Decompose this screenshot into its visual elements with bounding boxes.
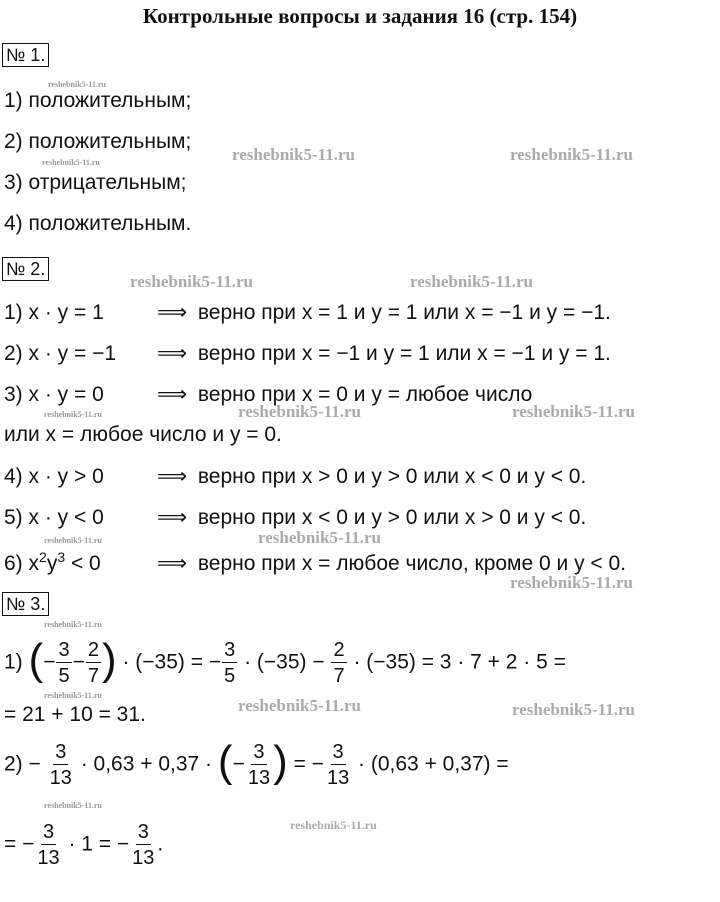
implies-arrow: ⟹ [156,301,188,324]
watermark: reshebnik5-11.ru [42,158,100,167]
eq-number: 2) − [4,752,41,776]
watermark: reshebnik5-11.ru [238,402,361,421]
numerator: 3 [55,741,67,763]
s1-item-4: 4) положительным. [4,212,192,235]
eq-text: · (−35) = − [122,650,222,674]
denominator: 13 [37,847,60,869]
exponent: 2 [39,549,47,565]
numerator: 3 [137,821,149,843]
section-1-label: № 1. [2,43,49,67]
watermark: reshebnik5-11.ru [44,801,102,810]
fraction [86,640,101,686]
fraction [35,822,61,868]
eq-number: 1) [4,650,23,674]
s2-row-3-continued: или x = любое число и y = 0. [4,423,282,446]
watermark: reshebnik5-11.ru [512,402,635,421]
numerator: 3 [58,639,70,661]
minus-sign: − [72,650,85,674]
fraction [246,742,272,788]
s2-row-4 [4,464,586,490]
s2-row-2-rhs: верно при x = −1 и y = 1 или x = −1 и y = 1. [197,342,611,365]
section-3-label: № 3. [2,592,49,616]
watermark: reshebnik5-11.ru [44,410,102,419]
watermark: reshebnik5-11.ru [512,700,635,719]
s2-row-5-rhs: верно при x < 0 и y > 0 или x > 0 и y < 0. [197,506,587,529]
s3-eq1-line1 [4,635,566,687]
watermark: reshebnik5-11.ru [238,696,361,715]
watermark: reshebnik5-11.ru [44,691,102,700]
eq-text: = − [4,832,35,856]
implies-arrow: ⟹ [156,465,188,488]
s3-eq2-line1 [4,737,509,789]
s2-row-4-lhs: 4) x · y > 0 [4,465,104,488]
paren-open: ( [217,737,233,786]
denominator: 5 [224,665,236,687]
s1-item-1: 1) положительным; [4,89,192,112]
fraction [222,640,237,686]
s2-row-1-lhs: 1) x · y = 1 [4,301,104,324]
paren-open: ( [28,635,44,684]
denominator: 5 [58,665,70,687]
denominator: 13 [132,847,155,869]
eq-text: . [157,832,164,856]
fraction [56,640,71,686]
implies-arrow: ⟹ [156,342,188,365]
watermark: reshebnik5-11.ru [510,145,633,164]
s2-row-2 [4,341,611,367]
s2-row-3-lhs: 3) x · y = 0 [4,383,104,406]
s3-eq2-line2 [4,822,163,868]
watermark: reshebnik5-11.ru [410,272,533,291]
lhs-post: < 0 [65,552,101,575]
eq-text: · (−35) − [244,650,325,674]
s1-item-2: 2) положительным; [4,130,192,153]
numerator: 3 [332,741,344,763]
s2-row-5-lhs: 5) x · y < 0 [4,506,104,529]
denominator: 7 [333,665,345,687]
denominator: 13 [49,767,72,789]
exponent: 3 [57,549,66,565]
s2-row-6-rhs: верно при x = любое число, кроме 0 и y < 0. [197,552,627,575]
implies-arrow: ⟹ [156,506,188,529]
eq-text: · 1 = − [68,832,130,856]
denominator: 13 [247,767,271,789]
paren-close: ) [273,737,288,786]
watermark: reshebnik5-11.ru [48,80,106,89]
eq-text: · (0,63 + 0,37) = [358,752,509,776]
s1-item-3: 3) отрицательным; [4,171,187,194]
s2-row-6-lhs [4,544,152,577]
s2-row-4-rhs: верно при x > 0 и y > 0 или x < 0 и y < 0. [197,465,587,488]
s2-row-1 [4,300,611,326]
denominator: 13 [326,767,350,789]
paren-close: ) [101,635,117,684]
numerator: 3 [42,821,55,843]
eq-text: = − [293,752,324,776]
page-title: Контрольные вопросы и задания 16 (стр. 154) [142,4,578,28]
watermark: reshebnik5-11.ru [44,536,102,545]
numerator: 2 [87,639,99,661]
watermark: reshebnik5-11.ru [232,145,355,164]
numerator: 2 [333,639,345,661]
s3-eq1-line2: = 21 + 10 = 31. [4,703,146,726]
eq-text: · (−35) = 3 · 7 + 2 · 5 = [353,650,566,674]
watermark: reshebnik5-11.ru [130,272,253,291]
watermark: reshebnik5-11.ru [510,573,633,592]
fraction [130,822,156,868]
implies-arrow: ⟹ [156,552,188,575]
section-2-label: № 2. [2,257,49,281]
minus-sign: − [43,650,56,674]
denominator: 7 [87,665,99,687]
minus-sign: − [232,752,245,776]
s2-row-2-lhs: 2) x · y = −1 [4,342,117,365]
watermark: reshebnik5-11.ru [258,528,381,547]
fraction [48,742,74,788]
eq-text: · 0,63 + 0,37 · [80,752,213,776]
lhs-pre: 6) x [4,552,40,575]
fraction [325,742,351,788]
lhs-mid: y [46,552,58,575]
numerator: 3 [253,741,265,763]
implies-arrow: ⟹ [156,383,188,406]
numerator: 3 [224,639,236,661]
watermark: reshebnik5-11.ru [44,620,102,629]
fraction [331,640,346,686]
s2-row-1-rhs: верно при x = 1 и y = 1 или x = −1 и y = −1. [197,301,611,324]
s2-row-3-rhs: верно при x = 0 и y = любое число [197,383,533,406]
watermark: reshebnik5-11.ru [290,818,377,832]
